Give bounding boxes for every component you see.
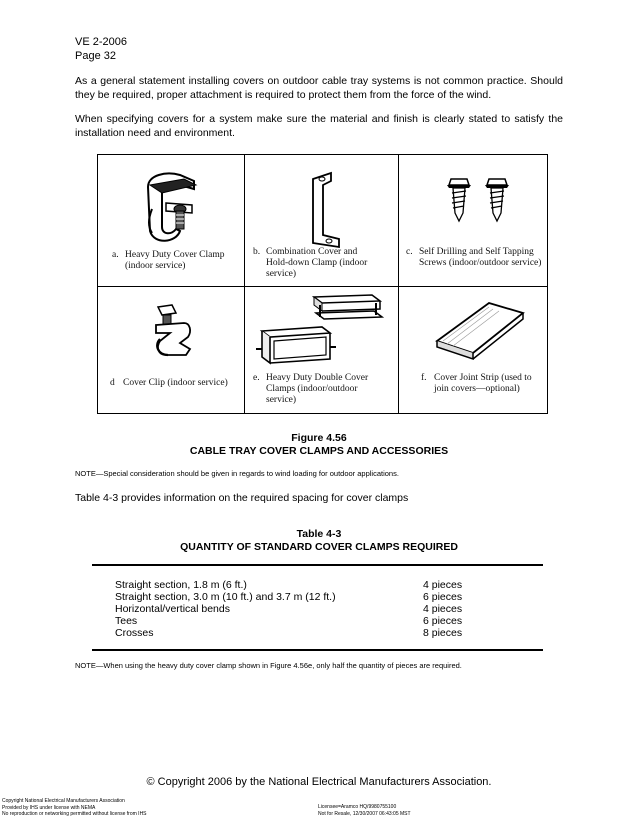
row-item: Straight section, 3.0 m (10 ft.) and 3.7 m (12 ft.) [115, 591, 336, 603]
table-title: QUANTITY OF STANDARD COVER CLAMPS REQUIRED [180, 541, 458, 553]
doc-id: VE 2-2006 [75, 36, 127, 48]
caption-c [406, 247, 541, 269]
caption-line: (indoor service) [125, 261, 186, 271]
table-row [115, 603, 463, 615]
footer-line: Provided by IHS under license with NEMA [2, 804, 96, 811]
caption-letter: e. [253, 373, 260, 383]
caption-e [253, 373, 368, 406]
row-item: Horizontal/vertical bends [115, 603, 230, 615]
caption-line: Cover Joint Strip (used to [434, 373, 532, 383]
footer-line: Copyright National Electrical Manufacturers Association [2, 798, 125, 804]
row-qty: 6 pieces [423, 591, 463, 603]
caption-line: Heavy Duty Double Cover [266, 373, 369, 383]
caption-line: Self Drilling and Self Tapping [419, 247, 534, 257]
caption-a [112, 250, 224, 272]
caption-b [253, 247, 367, 280]
caption-line: Cover Clip (indoor service) [123, 378, 228, 388]
row-qty: 6 pieces [423, 615, 463, 627]
caption-line: Heavy Duty Cover Clamp [125, 250, 225, 260]
caption-line: service) [266, 395, 297, 405]
caption-letter: c. [406, 247, 413, 257]
grid-divider [98, 286, 547, 287]
row-qty: 4 pieces [423, 603, 463, 615]
caption-letter: b. [253, 247, 261, 257]
caption-line: Clamps (indoor/outdoor [266, 384, 358, 394]
paragraph-2: When specifying covers for a system make sure the material and finish is clearly stated to satisfy the installation need and environment. [75, 113, 563, 139]
caption-letter: d [110, 378, 115, 388]
footer-line: No reproduction or networking permitted without license from IHS [2, 811, 147, 817]
table-intro: Table 4-3 provides information on the required spacing for cover clamps [75, 492, 409, 504]
table-row [115, 615, 463, 627]
table-bottom-rule [92, 649, 543, 651]
figure-grid [97, 154, 548, 414]
caption-d [110, 378, 228, 389]
footer-line: Not for Resale, 12/30/2007 06:43:05 MST [318, 810, 411, 817]
table-row [115, 591, 463, 603]
figure-title: CABLE TRAY COVER CLAMPS AND ACCESSORIES [189, 445, 449, 457]
grid-divider [398, 155, 399, 413]
caption-line: Combination Cover and [266, 247, 358, 257]
cover-clip-image [150, 303, 200, 359]
combination-cover-clamp-image [303, 169, 353, 251]
figure-number: Figure 4.56 [291, 432, 347, 444]
copyright-notice: © Copyright 2006 by the National Electrical Manufacturers Association. [146, 776, 492, 788]
caption-line: Screws (indoor/outdoor service) [419, 258, 542, 268]
table-number: Table 4-3 [296, 528, 342, 540]
cover-joint-strip-image [433, 301, 528, 363]
grid-divider [244, 155, 245, 413]
note-heavy-duty-clamp: NOTE—When using the heavy duty cover clamp shown in Figure 4.56e, only half the quantity of pieces are required. [75, 661, 462, 670]
footer-right [318, 804, 411, 817]
footer-left [2, 798, 147, 818]
table-top-rule [92, 564, 543, 566]
caption-letter: a. [112, 250, 119, 260]
caption-line: Hold-down Clamp (indoor [266, 258, 368, 268]
caption-line: join covers—optional) [434, 384, 520, 394]
note-wind-loading: NOTE—Special consideration should be given in regards to wind loading for outdoor applications. [75, 469, 399, 478]
row-item: Crosses [115, 627, 154, 639]
footer-line: Licensee=Aramco HQ/9980755100 [318, 804, 397, 810]
double-cover-clamps-image [256, 291, 386, 373]
paragraph-1: As a general statement installing covers on outdoor cable tray systems is not common practice. Should they be required, proper attachment is required to protect them from the force of the wind. [75, 75, 563, 101]
heavy-duty-cover-clamp-image [136, 169, 206, 251]
caption-line: service) [266, 269, 297, 279]
caption-f [421, 373, 532, 395]
row-item: Tees [115, 615, 138, 627]
row-item: Straight section, 1.8 m (6 ft.) [115, 579, 247, 591]
self-drilling-screws-image [443, 175, 513, 225]
page-number: Page 32 [75, 50, 116, 62]
table-row [115, 627, 463, 639]
caption-letter: f. [421, 373, 427, 383]
table-row [115, 579, 463, 591]
row-qty: 8 pieces [423, 627, 463, 639]
row-qty: 4 pieces [423, 579, 463, 591]
